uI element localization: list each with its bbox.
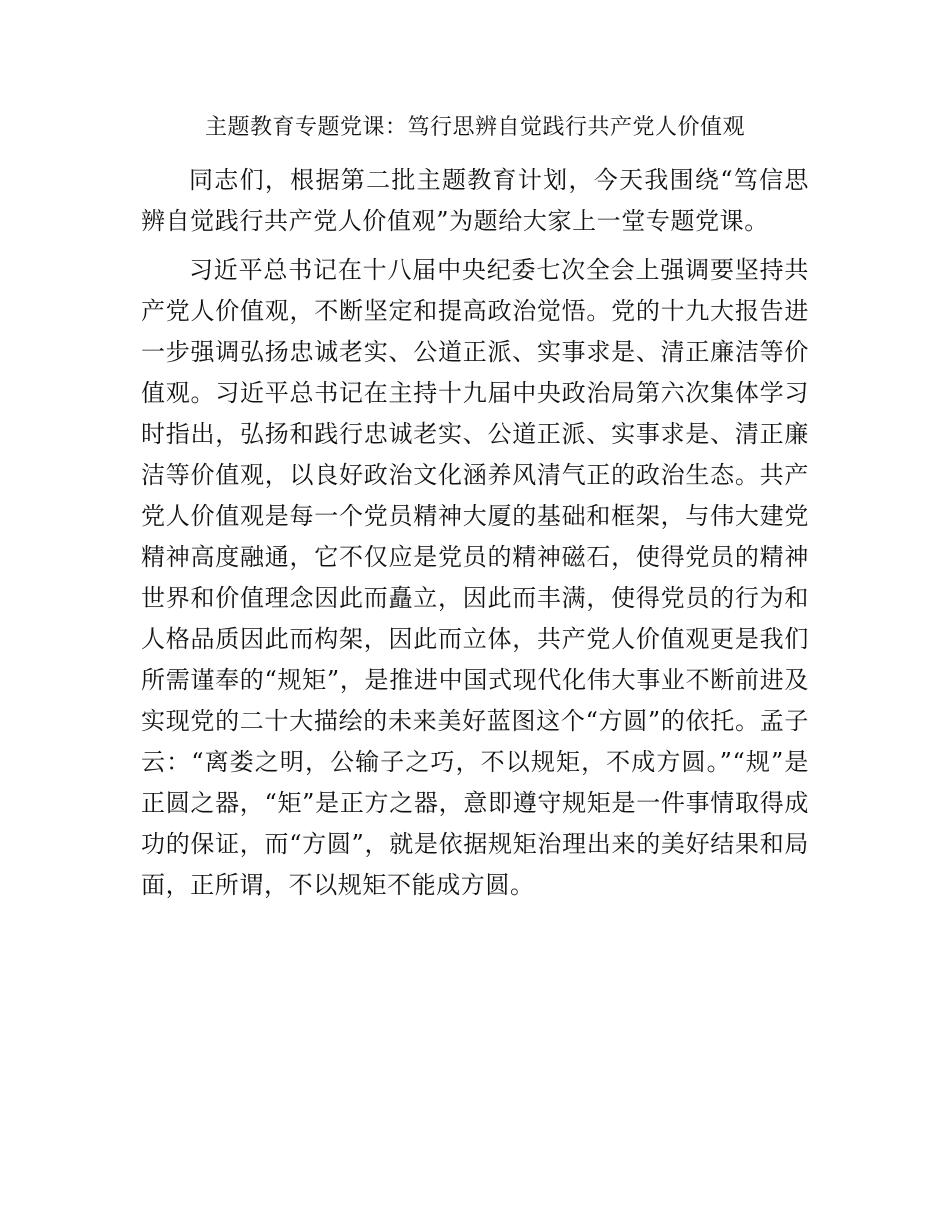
document-body [141, 160, 809, 906]
paragraph-main: 习近平总书记在十八届中央纪委七次全会上强调要坚持共产党人价值观，不断坚定和提高政治觉悟。党的十九大报告进一步强调弘扬忠诚老实、公道正派、实事求是、清正廉洁等价值观。习近平总书记在主持十九届中央政治局第六次集体学习时指出，弘扬和践行忠诚老实、公道正派、实事求是、清正廉洁等价值观，以良好政治文化涵养风清气正的政治生态。共产党人价值观是每一个党员精神大厦的基础和框架，与伟大建党精神高度融通，它不仅应是党员的精神磁石，使得党员的精神世界和价值理念因此而矗立，因此而丰满，使得党员的行为和人格品质因此而构架，因此而立体，共产党人价值观更是我们所需谨奉的“规矩”，是推进中国式现代化伟大事业不断前进及实现党的二十大描绘的未来美好蓝图这个“方圆”的依托。孟子云：“离娄之明，公输子之巧，不以规矩，不成方圆。”“规”是正圆之器，“矩”是正方之器，意即遵守规矩是一件事情取得成功的保证，而“方圆”，就是依据规矩治理出来的美好结果和局面，正所谓，不以规矩不能成方圆。 [141, 256, 809, 899]
document-title: 主题教育专题党课：笃行思辨自觉践行共产党人价值观 [204, 115, 745, 140]
paragraph-intro: 同志们，根据第二批主题教育计划，今天我围绕“笃信思辨自觉践行共产党人价值观”为题给大家上一堂专题党课。 [141, 166, 809, 235]
